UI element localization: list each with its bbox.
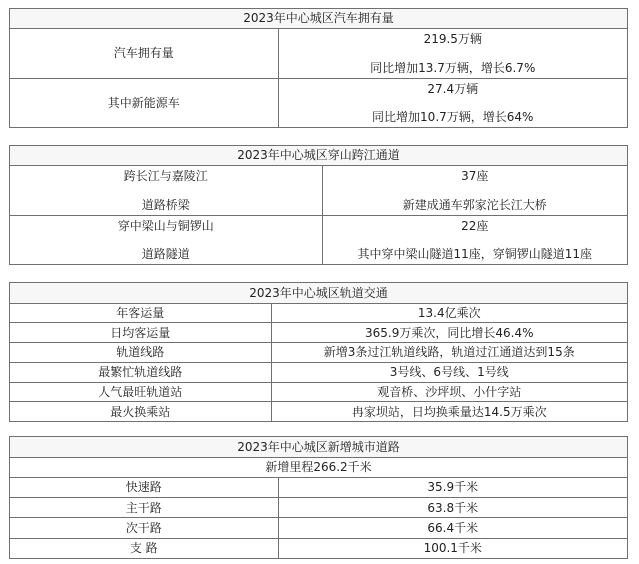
crossings-title: 2023年中心城区穿山跨江通道: [10, 146, 627, 165]
table-row: [10, 165, 627, 215]
vehicles-label: 其中新能源车: [10, 78, 278, 127]
table-row: [10, 28, 627, 78]
crossings-value: 37座: [461, 168, 489, 183]
rail-label: 人气最旺轨道站: [10, 382, 271, 402]
crossings-label: 穿中梁山与铜锣山: [117, 218, 214, 233]
rail-value: 3号线、6号线、1号线: [271, 362, 627, 382]
rail-value: 365.9万乘次，同比增长46.4%: [271, 323, 627, 343]
roads-value: 66.4千米: [278, 518, 627, 538]
table-row: [10, 538, 627, 558]
crossings-label: 跨长江与嘉陵江: [123, 168, 208, 183]
table-row: [10, 343, 627, 363]
table-row: [10, 323, 627, 343]
roads-value: 63.8千米: [278, 498, 627, 518]
roads-label: 快速路: [10, 477, 278, 497]
vehicles-table: [9, 8, 628, 128]
crossings-sublabel: 道路桥梁: [141, 197, 190, 212]
rail-title: 2023年中心城区轨道交通: [10, 283, 627, 303]
roads-table: [9, 436, 628, 559]
vehicles-label: 汽车拥有量: [10, 28, 278, 78]
vehicles-value: 27.4万辆: [427, 81, 479, 96]
table-row: [10, 498, 627, 518]
table-row: [10, 477, 627, 497]
table-row: [10, 518, 627, 538]
roads-subtitle: 新增里程266.2千米: [10, 457, 627, 477]
rail-label: 日均客运量: [10, 323, 271, 343]
crossings-note: 其中穿中梁山隧道11座，穿铜锣山隧道11座: [357, 247, 593, 261]
rail-label: 最火换乘站: [10, 402, 271, 421]
table-row: [10, 303, 627, 323]
table-row: [10, 78, 627, 127]
rail-value: 观音桥、沙坪坝、小什字站: [271, 382, 627, 402]
roads-value: 35.9千米: [278, 477, 627, 497]
table-row: [10, 402, 627, 421]
rail-label: 最繁忙轨道线路: [10, 362, 271, 382]
roads-value: 100.1千米: [278, 538, 627, 558]
crossings-table: [9, 145, 628, 265]
crossings-value: 22座: [461, 218, 489, 233]
crossings-note: 新建成通车郭家沱长江大桥: [402, 197, 547, 212]
roads-label: 主干路: [10, 498, 278, 518]
rail-value: 冉家坝站，日均换乘量达14.5万乘次: [271, 402, 627, 421]
rail-label: 轨道线路: [10, 343, 271, 363]
rail-label: 年客运量: [10, 303, 271, 323]
roads-label: 次干路: [10, 518, 278, 538]
vehicles-note: 同比增加13.7万辆，增长6.7%: [370, 60, 536, 75]
rail-value: 新增3条过江轨道线路，轨道过江通道达到15条: [271, 343, 627, 363]
crossings-sublabel: 道路隧道: [141, 247, 190, 261]
roads-label: 支 路: [10, 538, 278, 558]
rail-table: [9, 282, 628, 422]
table-row: [10, 362, 627, 382]
table-row: [10, 382, 627, 402]
roads-title: 2023年中心城区新增城市道路: [10, 437, 627, 457]
vehicles-value: 219.5万辆: [423, 31, 482, 46]
vehicles-title: 2023年中心城区汽车拥有量: [10, 9, 627, 28]
vehicles-note: 同比增加10.7万辆，增长64%: [372, 110, 534, 124]
table-row: [10, 215, 627, 264]
rail-value: 13.4亿乘次: [271, 303, 627, 323]
